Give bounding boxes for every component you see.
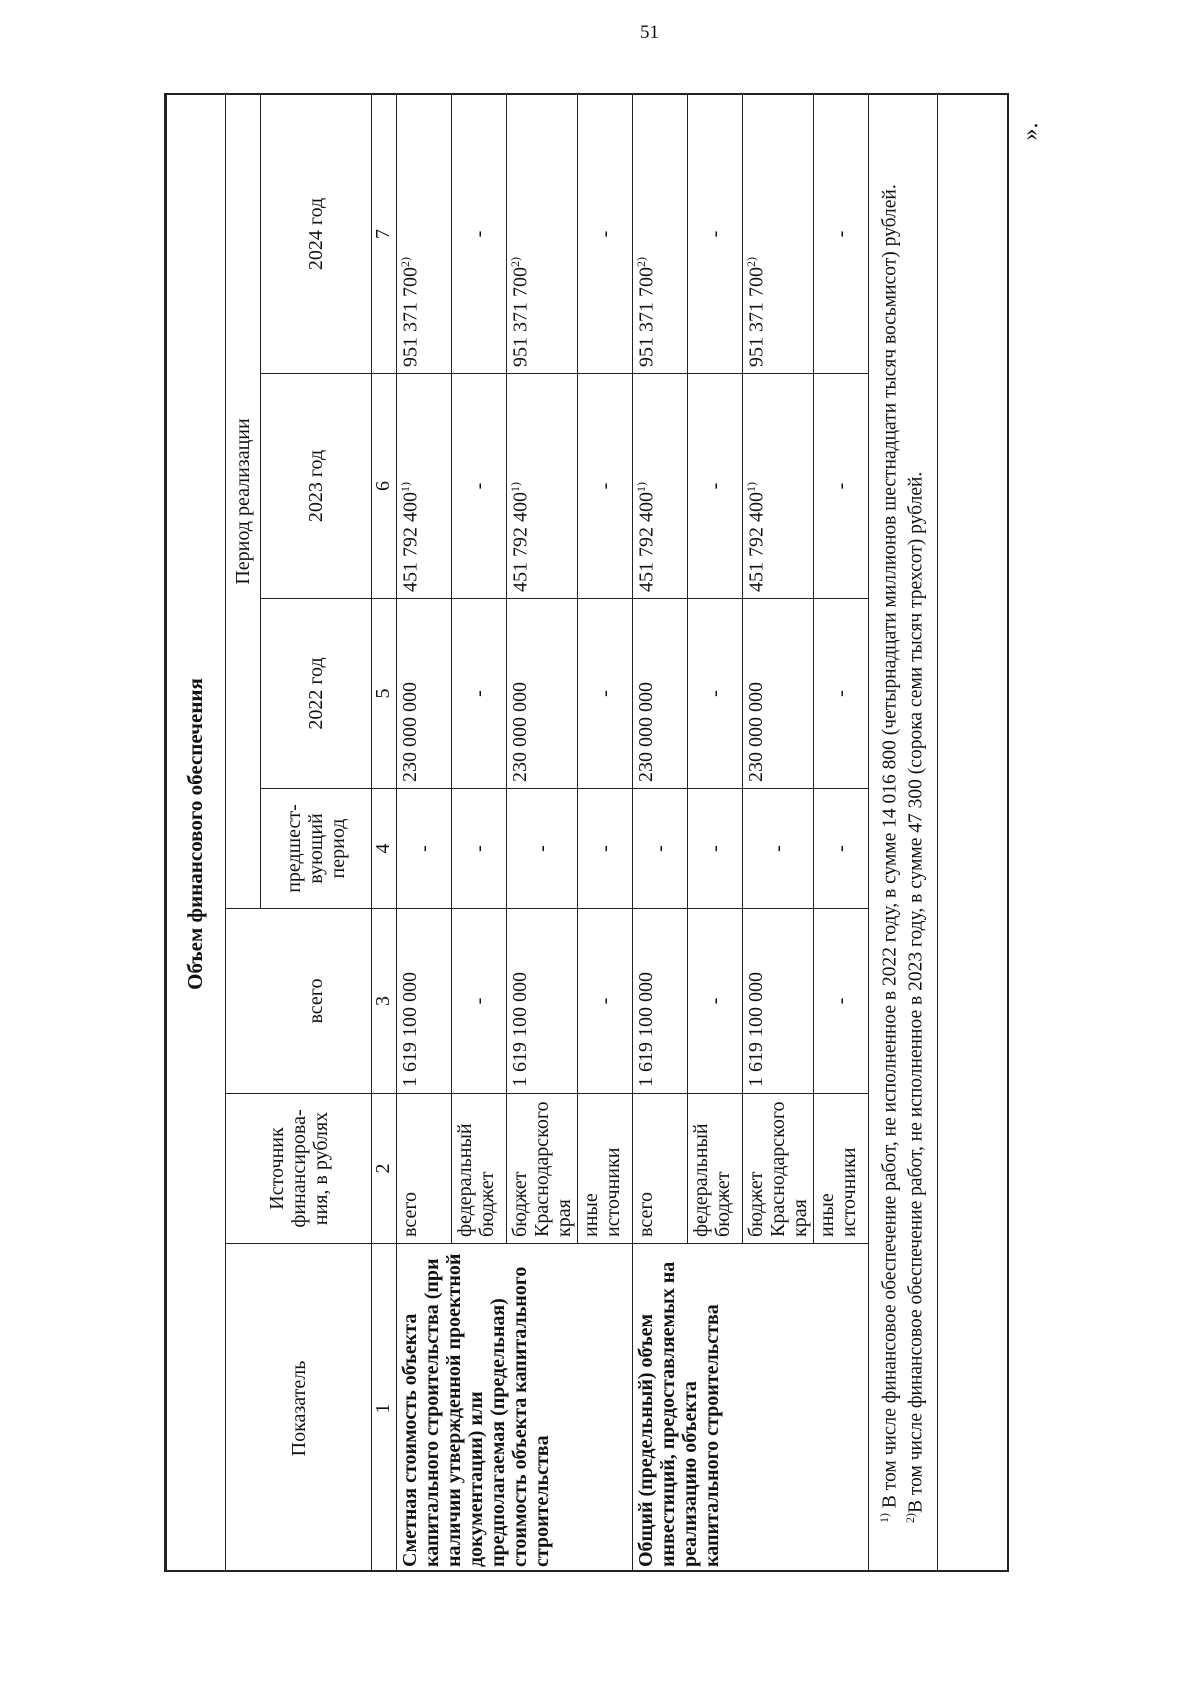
closing-quote-mark: ».: [1017, 122, 1044, 141]
header-2023: 2023 год: [261, 374, 372, 599]
indicator-cell: Общий (предельный) объем инвестиций, предоставляемых на реализацию объекта капитального строительства: [633, 1244, 869, 1573]
total-cell: -: [814, 909, 869, 1094]
y2023-cell: [507, 374, 578, 599]
column-number: 6: [372, 374, 397, 599]
value: 451 792 400: [635, 492, 658, 592]
total-cell: -: [578, 909, 633, 1094]
header-source: Источник финансирова-ния, в рублях: [226, 1094, 372, 1244]
header-previous: предшест-вующий период: [261, 789, 372, 909]
table-row: [397, 94, 452, 1572]
footnote-text: В том числе финансовое обеспечение работ, не исполненное в 2022 году, в сумме 14 016 800 (четырнадцати миллионов шестнадцати тысяч восьмисот) рублей.: [879, 184, 901, 1513]
column-number: 2: [372, 1094, 397, 1244]
column-number: 5: [372, 599, 397, 789]
y2024-cell: -: [578, 94, 633, 373]
header-2022: 2022 год: [261, 599, 372, 789]
footnote-ref: 1): [508, 482, 522, 492]
footnote-2: [903, 105, 929, 1563]
column-number: 4: [372, 789, 397, 909]
footnote-ref: 2): [634, 257, 648, 267]
y2024-cell: -: [688, 94, 743, 373]
value: 451 792 400: [745, 492, 768, 592]
y2022-cell: 230 000 000: [397, 599, 452, 789]
table-row: [633, 94, 688, 1572]
header-2024: 2024 год: [261, 94, 372, 373]
footnotes-cell: [869, 94, 938, 1572]
source-cell: всего: [397, 1094, 452, 1244]
source-cell: федеральный бюджет: [452, 1094, 507, 1244]
table-title: Объем финансового обеспечения: [167, 94, 226, 1572]
total-cell: -: [452, 909, 507, 1094]
column-number-row: [372, 94, 397, 1572]
header-total: всего: [261, 909, 372, 1094]
y2022-cell: -: [814, 599, 869, 789]
prev-cell: -: [814, 789, 869, 909]
y2023-cell: -: [452, 374, 507, 599]
y2023-cell: [397, 374, 452, 599]
total-cell: 1 619 100 000: [743, 909, 814, 1094]
y2024-cell: -: [814, 94, 869, 373]
total-cell: 1 619 100 000: [507, 909, 578, 1094]
value: 951 371 700: [635, 267, 658, 367]
y2023-cell: [633, 374, 688, 599]
total-cell: 1 619 100 000: [397, 909, 452, 1094]
prev-cell: -: [743, 789, 814, 909]
source-cell: бюджет Краснодарского края: [507, 1094, 578, 1244]
column-number: 3: [372, 909, 397, 1094]
y2022-cell: 230 000 000: [743, 599, 814, 789]
y2024-cell: -: [452, 94, 507, 373]
value: 951 371 700: [399, 267, 422, 367]
header-period-group: Период реализации: [226, 94, 261, 908]
y2022-cell: 230 000 000: [633, 599, 688, 789]
y2024-cell: [507, 94, 578, 373]
column-number: 1: [372, 1244, 397, 1573]
prev-cell: -: [633, 789, 688, 909]
y2023-cell: [743, 374, 814, 599]
prev-cell: -: [578, 789, 633, 909]
source-cell: иные источники: [814, 1094, 869, 1244]
total-cell: -: [688, 909, 743, 1094]
source-cell: бюджет Краснодарского края: [743, 1094, 814, 1244]
y2022-cell: -: [578, 599, 633, 789]
total-cell: 1 619 100 000: [633, 909, 688, 1094]
y2022-cell: -: [688, 599, 743, 789]
y2023-cell: -: [578, 374, 633, 599]
y2024-cell: [633, 94, 688, 373]
prev-cell: -: [452, 789, 507, 909]
y2024-cell: [397, 94, 452, 373]
rotated-content: [166, 95, 1009, 1572]
footnote-ref: 1): [744, 482, 758, 492]
footnote-ref: 1): [398, 482, 412, 492]
y2023-cell: -: [814, 374, 869, 599]
footnote-ref: 2): [508, 257, 522, 267]
footnote-ref: 2): [398, 257, 412, 267]
source-cell: всего: [633, 1094, 688, 1244]
value: 451 792 400: [399, 492, 422, 592]
value: 951 371 700: [509, 267, 532, 367]
footnote-mark: 1): [877, 1513, 891, 1523]
table-frame: [164, 93, 1009, 1572]
column-number: 7: [372, 94, 397, 373]
header-indicator: Показатель: [226, 1244, 372, 1573]
footnote-text: В том числе финансовое обеспечение работ, не исполненное в 2023 году, в сумме 47 300 (сорока семи тысяч трехсот) рублей.: [905, 471, 927, 1513]
footnote-mark: 2): [902, 1513, 917, 1523]
financing-table: [166, 94, 938, 1572]
y2023-cell: -: [688, 374, 743, 599]
y2022-cell: -: [452, 599, 507, 789]
value: 451 792 400: [509, 492, 532, 592]
source-cell: иные источники: [578, 1094, 633, 1244]
value: 951 371 700: [745, 267, 768, 367]
y2024-cell: [743, 94, 814, 373]
indicator-cell: Сметная стоимость объекта капитального строительства (при наличии утвержденной проектной документации) или предполагаемая (предельная) стоимость объекта капитального строительства: [397, 1244, 633, 1573]
prev-cell: -: [688, 789, 743, 909]
prev-cell: -: [397, 789, 452, 909]
prev-cell: -: [507, 789, 578, 909]
page-number: 51: [640, 22, 659, 43]
footnote-1: [877, 105, 903, 1563]
y2022-cell: 230 000 000: [507, 599, 578, 789]
footnote-ref: 2): [744, 257, 758, 267]
footnote-ref: 1): [634, 482, 648, 492]
source-cell: федеральный бюджет: [688, 1094, 743, 1244]
